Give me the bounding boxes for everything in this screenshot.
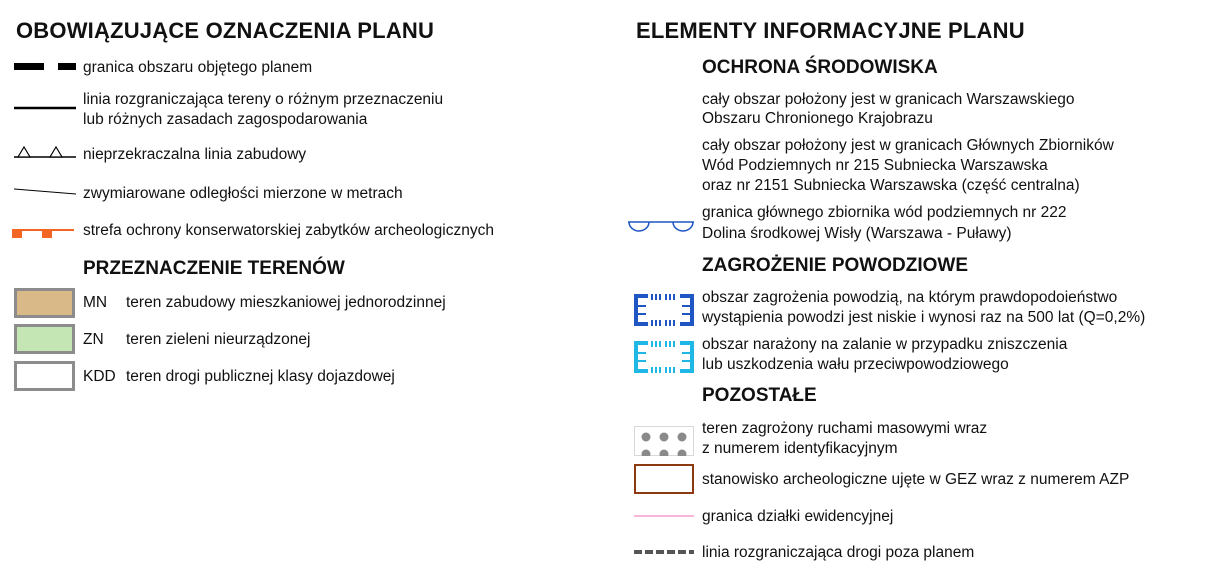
land-use-kdd-code: KDD bbox=[83, 368, 116, 385]
levee-failure-area-symbol bbox=[634, 341, 694, 373]
plan-boundary-symbol bbox=[14, 62, 76, 72]
land-use-zn-text: teren zieleni nieurządzonej bbox=[126, 331, 311, 348]
road-demarcation-symbol bbox=[634, 549, 694, 555]
flood-risk-area-1: obszar zagrożenia powodzią, na którym prawdopodoieństwo bbox=[702, 289, 1118, 306]
landslide-area-symbol bbox=[634, 426, 694, 456]
land-use-zn-swatch bbox=[14, 324, 75, 354]
groundwater-boundary-symbol bbox=[628, 218, 694, 234]
road-demarcation-text: linia rozgraniczająca drogi poza planem bbox=[702, 544, 975, 561]
parcel-boundary-symbol bbox=[634, 514, 694, 518]
flood-risk-area-symbol bbox=[634, 294, 694, 326]
right-legend-title: ELEMENTY INFORMACYJNE PLANU bbox=[636, 18, 1025, 43]
env-groundwater-3: oraz nr 2151 Subniecka Warszawska (część centralna) bbox=[702, 177, 1080, 194]
building-line-symbol bbox=[14, 145, 76, 159]
legend-plan-boundary: granica obszaru objętego planem bbox=[83, 59, 313, 76]
land-use-zn-code: ZN bbox=[83, 331, 104, 348]
land-use-mn-code: MN bbox=[83, 294, 108, 311]
environment-title: OCHRONA ŚRODOWISKA bbox=[702, 57, 938, 78]
env-groundwater-boundary-1: granica głównego zbiornika wód podziemnych nr 222 bbox=[702, 204, 1067, 221]
archaeological-zone-symbol bbox=[12, 227, 74, 239]
archaeological-site-text: stanowisko archeologiczne ujęte w GEZ wraz z numerem AZP bbox=[702, 471, 1130, 488]
env-groundwater-boundary-2: Dolina środkowej Wisły (Warszawa - Puławy) bbox=[702, 225, 1012, 242]
land-use-kdd-swatch bbox=[14, 361, 75, 391]
env-protected-landscape-1: cały obszar położony jest w granicach Warszawskiego bbox=[702, 91, 1075, 108]
flood-title: ZAGROŻENIE POWODZIOWE bbox=[702, 255, 968, 276]
landslide-area-1: teren zagrożony ruchami masowymi wraz bbox=[702, 420, 988, 437]
archaeological-site-swatch bbox=[634, 464, 694, 494]
levee-failure-area-1: obszar narażony na zalanie w przypadku zniszczenia bbox=[702, 336, 1068, 353]
legend-archaeological-zone: strefa ochrony konserwatorskiej zabytków archeologicznych bbox=[83, 222, 494, 239]
legend-building-line: nieprzekraczalna linia zabudowy bbox=[83, 146, 307, 163]
legend-demarcation-line-1: linia rozgraniczająca tereny o różnym przeznaczeniu bbox=[83, 91, 444, 108]
landslide-area-2: z numerem identyfikacyjnym bbox=[702, 440, 898, 457]
levee-failure-area-2: lub uszkodzenia wału przeciwpowodziowego bbox=[702, 356, 1009, 373]
legend-dimension-line: zwymiarowane odległości mierzone w metrach bbox=[83, 185, 403, 202]
parcel-boundary-text: granica działki ewidencyjnej bbox=[702, 508, 894, 525]
flood-risk-area-2: wystąpienia powodzi jest niskie i wynosi raz na 500 lat (Q=0,2%) bbox=[702, 309, 1146, 326]
legend-demarcation-line-2: lub różnych zasadach zagospodarowania bbox=[83, 111, 368, 128]
env-protected-landscape-2: Obszaru Chronionego Krajobrazu bbox=[702, 110, 933, 127]
left-legend-title: OBOWIĄZUJĄCE OZNACZENIA PLANU bbox=[16, 18, 435, 43]
land-use-title: PRZEZNACZENIE TERENÓW bbox=[83, 258, 345, 279]
land-use-mn-text: teren zabudowy mieszkaniowej jednorodzinnej bbox=[126, 294, 446, 311]
other-title: POZOSTAŁE bbox=[702, 385, 817, 406]
land-use-kdd-text: teren drogi publicznej klasy dojazdowej bbox=[126, 368, 395, 385]
env-groundwater-1: cały obszar położony jest w granicach Głównych Zbiorników bbox=[702, 137, 1114, 154]
dimension-line-symbol bbox=[14, 187, 76, 197]
land-use-mn-swatch bbox=[14, 288, 75, 318]
demarcation-line-symbol bbox=[14, 105, 76, 111]
env-groundwater-2: Wód Podziemnych nr 215 Subniecka Warszawska bbox=[702, 157, 1048, 174]
